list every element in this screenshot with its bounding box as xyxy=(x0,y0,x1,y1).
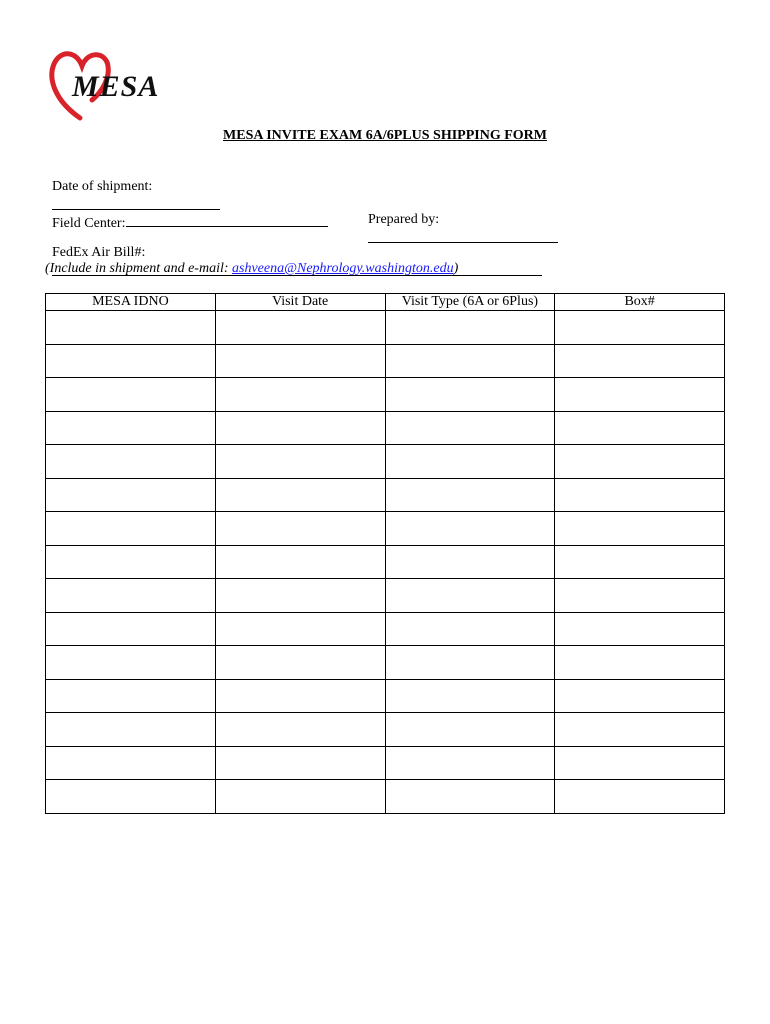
table-cell[interactable] xyxy=(555,746,725,780)
table-cell[interactable] xyxy=(215,512,385,546)
table-cell[interactable] xyxy=(46,344,216,378)
note-suffix: ) xyxy=(453,261,459,276)
table-cell[interactable] xyxy=(46,679,216,713)
table-cell[interactable] xyxy=(555,579,725,613)
shipping-table xyxy=(45,293,725,814)
table-cell[interactable] xyxy=(555,713,725,747)
table-cell[interactable] xyxy=(385,780,555,814)
table-row xyxy=(46,579,725,613)
table-cell[interactable] xyxy=(385,445,555,479)
table-cell[interactable] xyxy=(385,713,555,747)
table-cell[interactable] xyxy=(215,646,385,680)
table-cell[interactable] xyxy=(555,311,725,345)
table-cell[interactable] xyxy=(215,344,385,378)
table-header-row xyxy=(46,294,725,311)
table-row xyxy=(46,378,725,412)
note-prefix: (Include in shipment and e-mail: xyxy=(45,261,233,276)
table-cell[interactable] xyxy=(385,612,555,646)
table-cell[interactable] xyxy=(215,713,385,747)
table-cell[interactable] xyxy=(385,311,555,345)
table-cell[interactable] xyxy=(385,579,555,613)
table-cell[interactable] xyxy=(215,679,385,713)
table-cell[interactable] xyxy=(46,378,216,412)
mesa-logo xyxy=(46,48,186,124)
table-cell[interactable] xyxy=(555,512,725,546)
table-cell[interactable] xyxy=(215,746,385,780)
field-center-label: Field Center: xyxy=(52,216,126,231)
table-cell[interactable] xyxy=(215,311,385,345)
table-body xyxy=(46,311,725,814)
table-row xyxy=(46,512,725,546)
table-cell[interactable] xyxy=(555,646,725,680)
table-cell[interactable] xyxy=(385,344,555,378)
table-cell[interactable] xyxy=(215,612,385,646)
table-row xyxy=(46,311,725,345)
table-row xyxy=(46,713,725,747)
table-cell[interactable] xyxy=(215,545,385,579)
table-row xyxy=(46,545,725,579)
table-cell[interactable] xyxy=(385,679,555,713)
table-cell[interactable] xyxy=(385,411,555,445)
table-cell[interactable] xyxy=(555,545,725,579)
table-cell[interactable] xyxy=(385,545,555,579)
table-cell[interactable] xyxy=(555,679,725,713)
table-row xyxy=(46,612,725,646)
table-cell[interactable] xyxy=(46,478,216,512)
header-visit-date: Visit Date xyxy=(215,294,385,311)
table-cell[interactable] xyxy=(555,411,725,445)
table-cell[interactable] xyxy=(46,545,216,579)
table-cell[interactable] xyxy=(46,780,216,814)
table-row xyxy=(46,411,725,445)
table-cell[interactable] xyxy=(46,512,216,546)
table-cell[interactable] xyxy=(215,445,385,479)
table-cell[interactable] xyxy=(46,311,216,345)
table-cell[interactable] xyxy=(46,746,216,780)
header-mesa-idno: MESA IDNO xyxy=(46,294,216,311)
table-cell[interactable] xyxy=(215,579,385,613)
table-row xyxy=(46,679,725,713)
table-cell[interactable] xyxy=(46,411,216,445)
table-row xyxy=(46,445,725,479)
logo-text: MESA xyxy=(72,70,160,103)
table-cell[interactable] xyxy=(555,445,725,479)
table-cell[interactable] xyxy=(555,378,725,412)
table-cell[interactable] xyxy=(46,612,216,646)
table-cell[interactable] xyxy=(215,780,385,814)
table-cell[interactable] xyxy=(555,780,725,814)
shipment-note xyxy=(45,261,458,277)
table-cell[interactable] xyxy=(46,445,216,479)
table-cell[interactable] xyxy=(215,378,385,412)
header-visit-type: Visit Type (6A or 6Plus) xyxy=(385,294,555,311)
table-row xyxy=(46,746,725,780)
table-cell[interactable] xyxy=(385,512,555,546)
header-box: Box# xyxy=(555,294,725,311)
table-cell[interactable] xyxy=(46,579,216,613)
form-title: MESA INVITE EXAM 6A/6PLUS SHIPPING FORM xyxy=(223,128,547,143)
table-row xyxy=(46,478,725,512)
table-cell[interactable] xyxy=(385,746,555,780)
table-row xyxy=(46,780,725,814)
table-cell[interactable] xyxy=(215,411,385,445)
table-cell[interactable] xyxy=(46,713,216,747)
table-cell[interactable] xyxy=(555,478,725,512)
table-cell[interactable] xyxy=(555,344,725,378)
email-link[interactable]: ashveena@Nephrology.washington.edu xyxy=(232,261,454,276)
field-center-row xyxy=(45,196,328,232)
prepared-by-label: Prepared by: xyxy=(368,212,440,227)
table-cell[interactable] xyxy=(385,378,555,412)
table-cell[interactable] xyxy=(555,612,725,646)
date-of-shipment-label: Date of shipment: xyxy=(52,179,153,194)
fedex-label: FedEx Air Bill#: xyxy=(52,245,146,260)
table-row xyxy=(46,344,725,378)
table-row xyxy=(46,646,725,680)
table-cell[interactable] xyxy=(46,646,216,680)
table-cell[interactable] xyxy=(385,478,555,512)
field-center-field[interactable] xyxy=(126,212,328,227)
table-cell[interactable] xyxy=(215,478,385,512)
table-cell[interactable] xyxy=(385,646,555,680)
